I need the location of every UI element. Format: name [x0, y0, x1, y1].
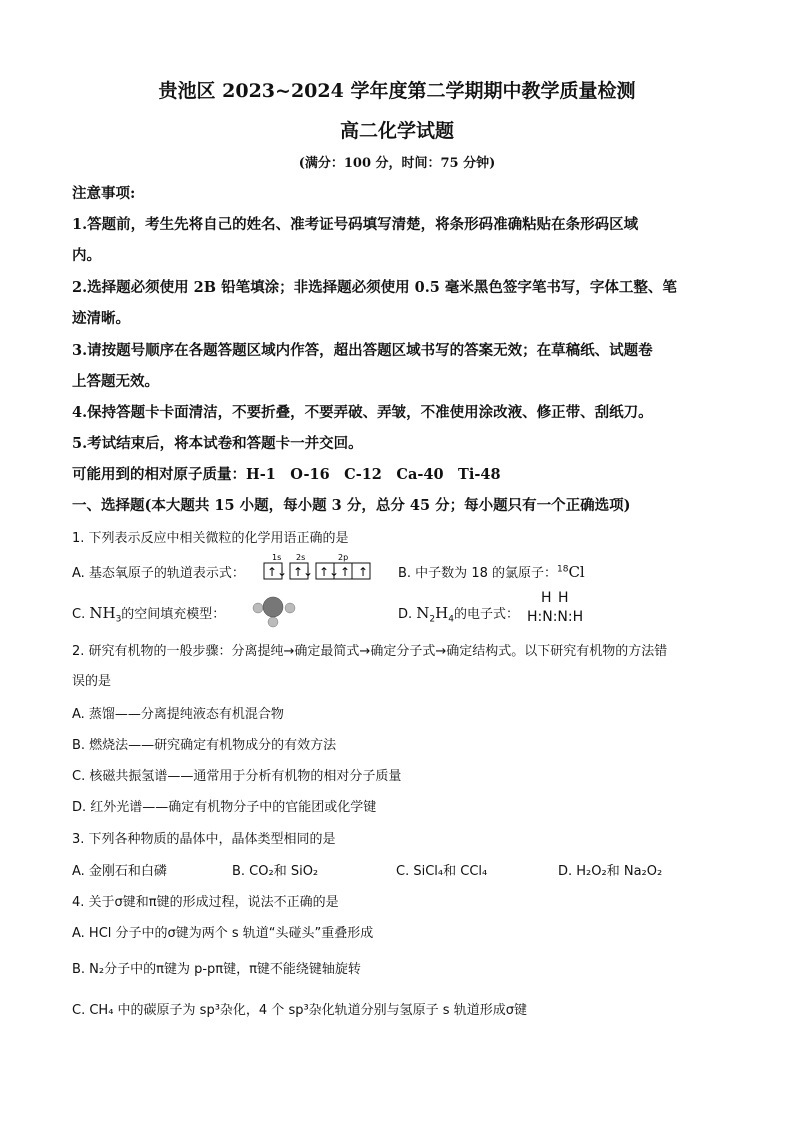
q2-stem-cont: 误的是 — [72, 674, 112, 689]
nh3-space-filling-model — [248, 593, 298, 629]
notice-item-1b: 内。 — [72, 247, 101, 264]
q1-stem: 1. 下列表示反应中相关微粒的化学用语正确的是 — [72, 531, 349, 546]
q4-option-b: B. N₂分子中的π键为 p-pπ键，π键不能绕键轴旋转 — [72, 962, 361, 977]
q2-stem: 2. 研究有机物的一般步骤：分离提纯→确定最简式→确定分子式→确定结构式。以下研究有机物的方法错 — [72, 644, 668, 659]
notice-item-4: 4.保持答题卡卡面清洁，不要折叠，不要弄破、弄皱，不准使用涂改液、修正带、刮纸刀。 — [72, 404, 653, 421]
q3-stem: 3. 下列各种物质的晶体中，晶体类型相同的是 — [72, 832, 336, 847]
orbital-label-1s: 1s — [272, 553, 282, 562]
notice-item-5: 5.考试结束后，将本试卷和答题卡一并交回。 — [72, 435, 363, 452]
n2h4-electron-formula-top: H H — [541, 590, 570, 606]
q2-option-a: A. 蒸馏——分离提纯液态有机混合物 — [72, 707, 284, 722]
notice-item-3b: 上答题无效。 — [72, 373, 159, 390]
q1-option-a-text: A. 基态氧原子的轨道表示式： — [72, 566, 245, 581]
exam-subtitle: 高二化学试题 — [339, 120, 454, 142]
q1-option-b: B. 中子数为 18 的氯原子：$^{18}$Cl — [398, 563, 585, 581]
notice-item-2: 2.选择题必须使用 2B 铅笔填涂；非选择题必须使用 0.5 毫米黑色签字笔书写，字体工整、笔 — [72, 279, 677, 296]
section-heading: 一、选择题(本大题共 15 小题，每小题 3 分，总分 45 分；每小题只有一个正确选项) — [72, 497, 631, 514]
q1-option-c: C. $NH_3$的空间填充模型： — [72, 604, 226, 625]
svg-text:↑: ↑ — [358, 565, 369, 579]
notice-item-2b: 迹清晰。 — [72, 310, 130, 327]
orbital-label-2s: 2s — [296, 553, 306, 562]
notice-item-1: 1.答题前，考生先将自己的姓名、准考证号码填写清楚，将条形码准确粘贴在条形码区域 — [72, 216, 639, 233]
q4-stem: 4. 关于σ键和π键的形成过程，说法不正确的是 — [72, 895, 339, 910]
exam-title: 贵池区 2023~2024 学年度第二学期期中教学质量检测 — [158, 80, 636, 102]
q4-option-c: C. CH₄ 中的碳原子为 sp³杂化，4 个 sp³杂化轨道分别与氢原子 s 轨道形成σ键 — [72, 1003, 527, 1018]
q3-option-a: A. 金刚石和白磷 — [72, 864, 167, 879]
q1-option-a — [72, 562, 245, 581]
q1-option-d: D. $N_2H_4$的电子式： — [398, 604, 519, 625]
svg-text:↑↓: ↑↓ — [293, 565, 314, 579]
q3-option-c: C. SiCl₄和 CCl₄ — [396, 864, 488, 879]
orbital-diagram — [262, 552, 374, 584]
n2h4-electron-formula: H:N:N:H — [527, 609, 584, 625]
q2-option-d: D. 红外光谱——确定有机物分子中的官能团或化学键 — [72, 800, 377, 815]
q3-option-d: D. H₂O₂和 Na₂O₂ — [558, 864, 663, 879]
q3-option-b: B. CO₂和 SiO₂ — [232, 864, 319, 879]
q2-option-c: C. 核磁共振氢谱——通常用于分析有机物的相对分子质量 — [72, 769, 402, 784]
svg-text:↑↓: ↑↓ — [267, 565, 288, 579]
notice-item-3: 3.请按题号顺序在各题答题区域内作答，超出答题区域书写的答案无效；在草稿纸、试题卷 — [72, 342, 653, 359]
exam-meta: (满分：100 分，时间：75 分钟) — [298, 156, 496, 171]
svg-text:↑: ↑ — [340, 565, 351, 579]
orbital-label-2p: 2p — [338, 553, 349, 562]
q4-option-a: A. HCl 分子中的σ键为两个 s 轨道“头碰头”重叠形成 — [72, 926, 374, 941]
atomic-masses: 可能用到的相对原子质量：H-1 O-16 C-12 Ca-40 Ti-48 — [72, 466, 501, 483]
notice-heading: 注意事项: — [72, 185, 136, 202]
q2-option-b: B. 燃烧法——研究确定有机物成分的有效方法 — [72, 738, 337, 753]
svg-text:↑↓: ↑↓ — [319, 565, 340, 579]
